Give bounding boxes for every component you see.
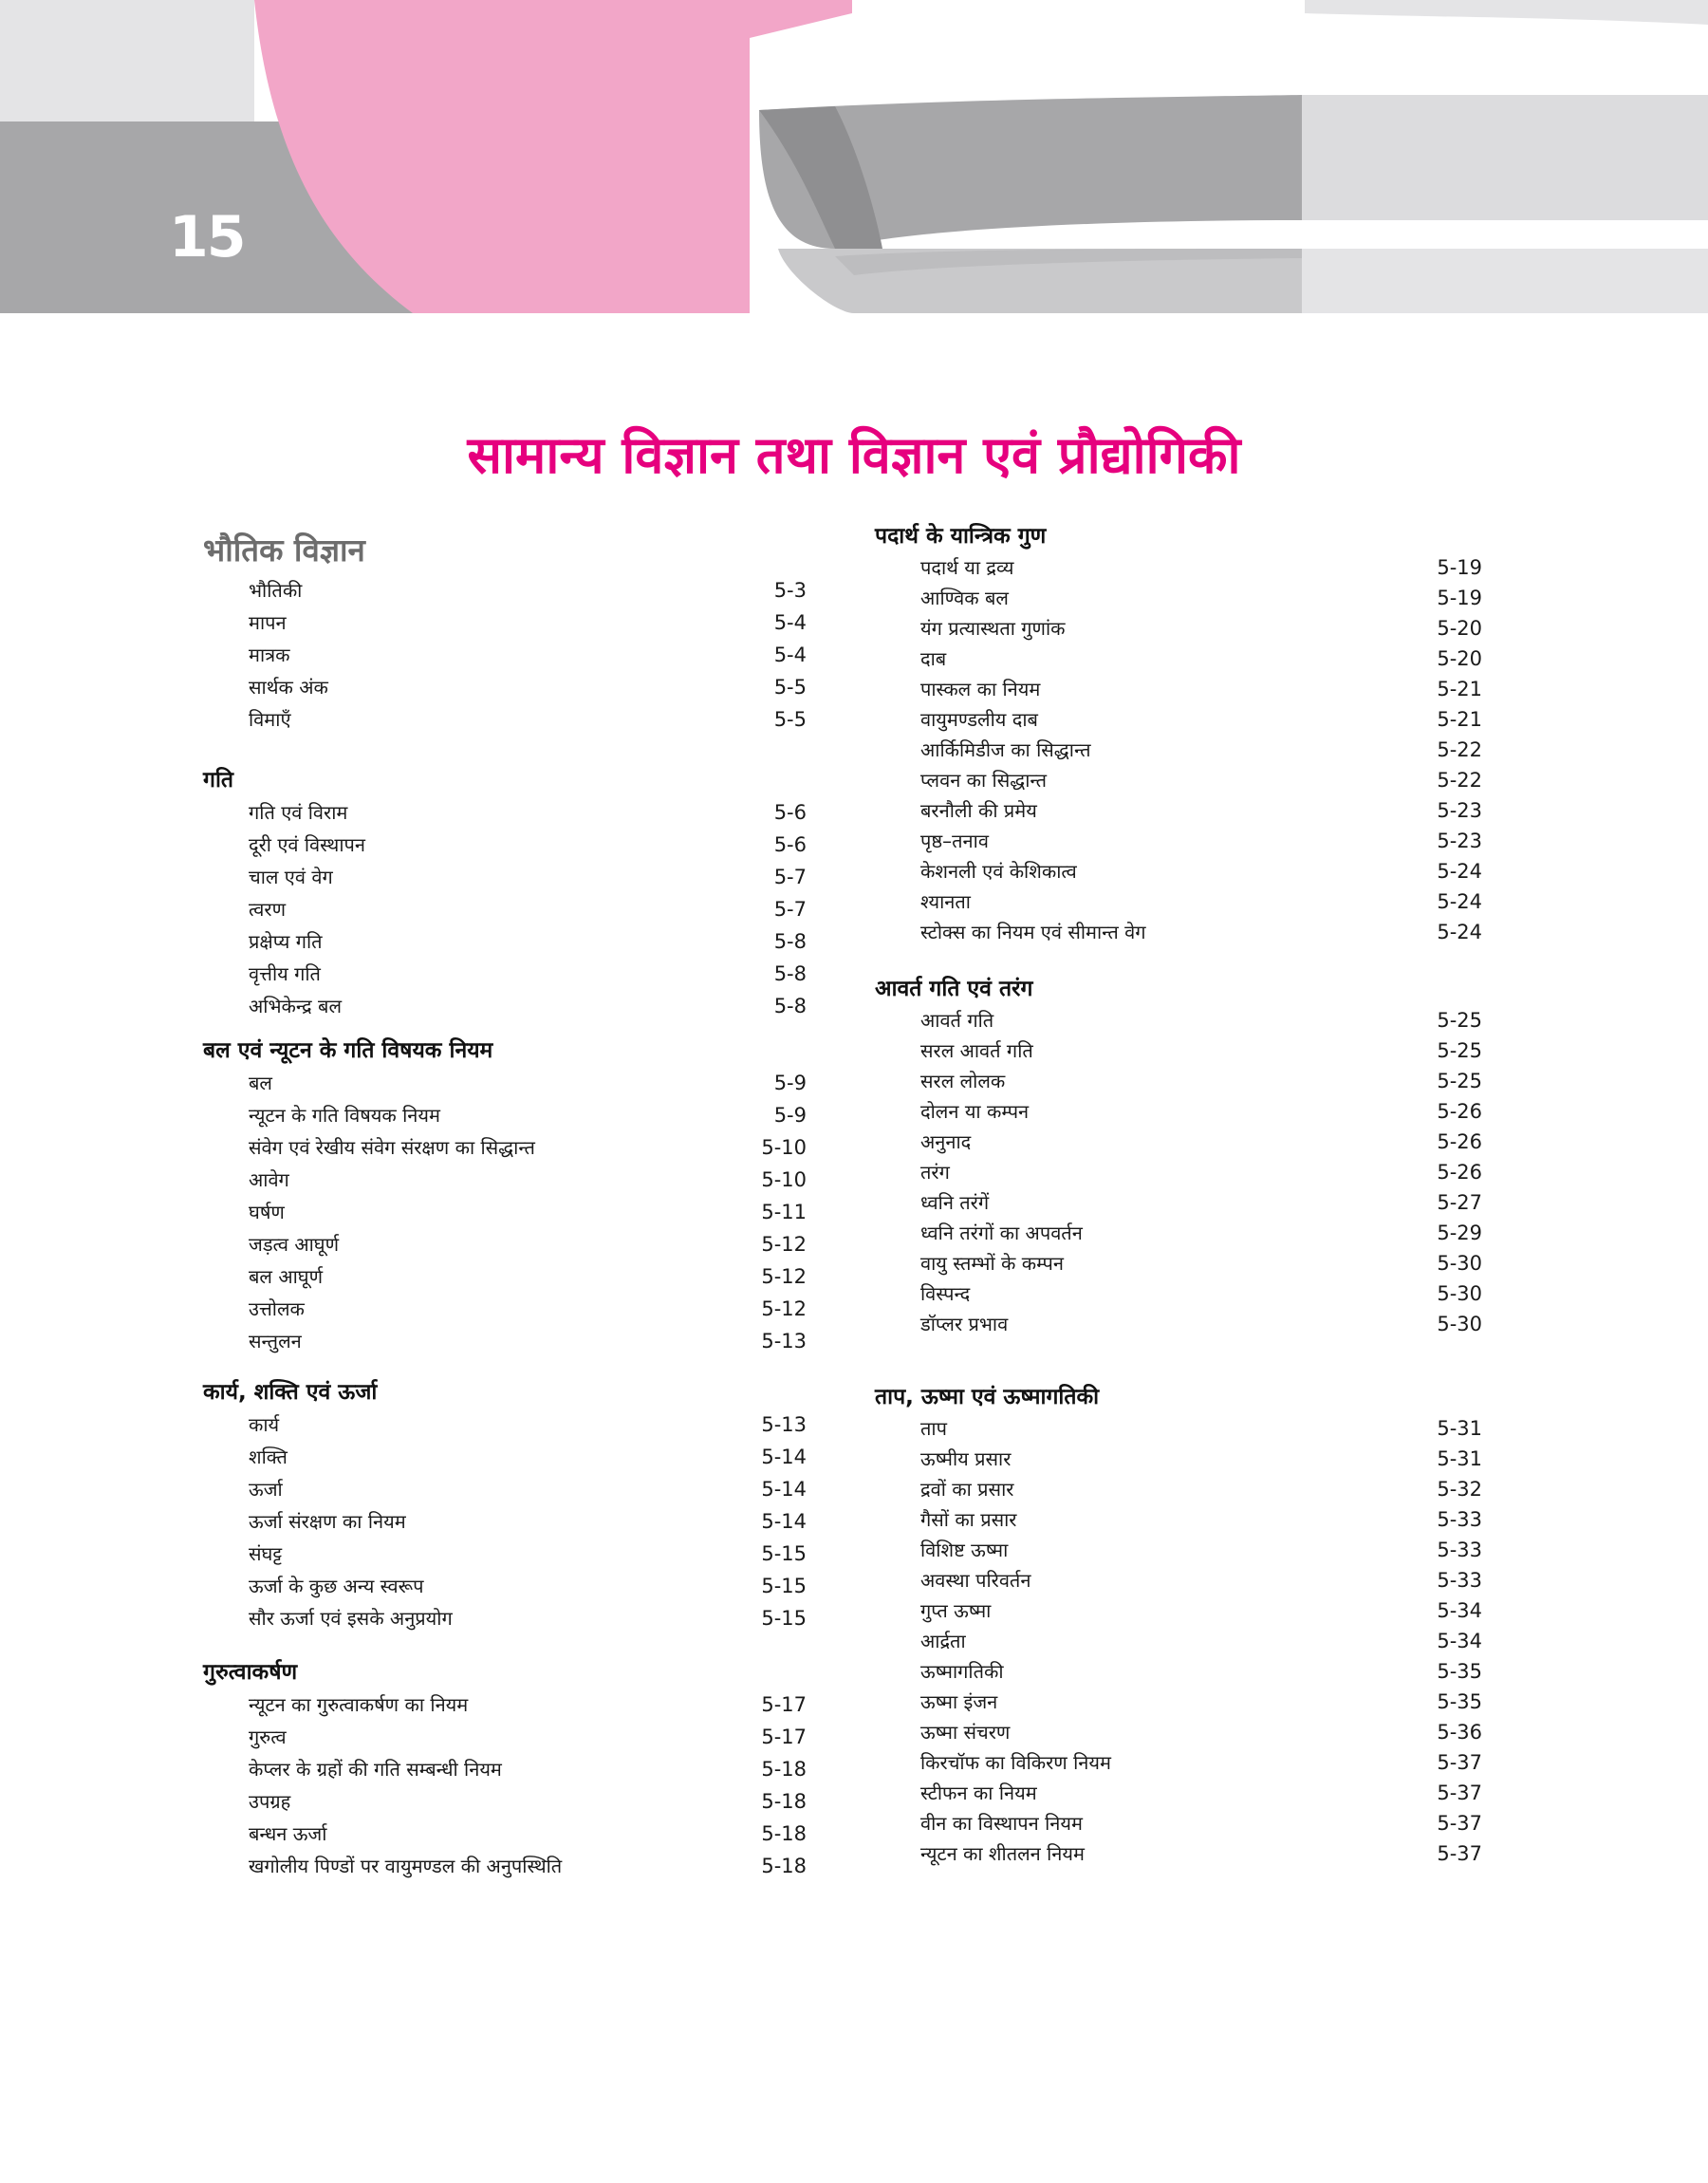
toc-entry-topic: मापन xyxy=(249,611,287,634)
toc-entry-page: 5-30 xyxy=(1437,1282,1482,1305)
toc-entry xyxy=(875,552,1482,583)
toc-entry-topic: ऊर्जा के कुछ अन्य स्वरूप xyxy=(249,1575,424,1597)
toc-entry xyxy=(875,1808,1482,1838)
toc-entry-topic: गुरुत्व xyxy=(249,1726,287,1748)
toc-entry xyxy=(875,1278,1482,1309)
toc-entry-page: 5-29 xyxy=(1437,1222,1482,1244)
toc-entry xyxy=(203,1785,807,1818)
toc-entry xyxy=(203,1602,807,1634)
toc-entry-page: 5-37 xyxy=(1437,1782,1482,1804)
toc-entry-topic: विस्पन्द xyxy=(920,1282,971,1305)
toc-entry-page: 5-10 xyxy=(761,1136,807,1159)
toc-entry xyxy=(203,1067,807,1099)
toc-entry-page: 5-9 xyxy=(773,1072,807,1094)
toc-entry xyxy=(203,861,807,893)
toc-entry xyxy=(203,1570,807,1602)
toc-entry xyxy=(875,1595,1482,1626)
toc-entry xyxy=(875,644,1482,674)
toc-entry-page: 5-37 xyxy=(1437,1751,1482,1774)
toc-entry-topic: अभिकेन्द्र बल xyxy=(249,995,343,1017)
toc-entry-page: 5-14 xyxy=(761,1446,807,1468)
toc-entry-topic: वीन का विस्थापन नियम xyxy=(920,1812,1083,1835)
toc-entry xyxy=(875,674,1482,704)
toc-entry xyxy=(203,1721,807,1753)
toc-entry-page: 5-30 xyxy=(1437,1252,1482,1275)
toc-entry xyxy=(875,583,1482,613)
toc-section xyxy=(875,520,1482,947)
toc-entry xyxy=(875,1474,1482,1504)
toc-entry-topic: बरनौली की प्रमेय xyxy=(920,799,1037,822)
toc-entry-page: 5-19 xyxy=(1437,587,1482,609)
toc-entry-page: 5-34 xyxy=(1437,1630,1482,1652)
toc-entry-page: 5-25 xyxy=(1437,1070,1482,1092)
toc-entry-topic: आवेग xyxy=(249,1168,289,1191)
toc-entry-page: 5-17 xyxy=(761,1693,807,1716)
toc-entry-page: 5-8 xyxy=(773,962,807,985)
toc-entry xyxy=(203,1689,807,1721)
header-decoration xyxy=(0,0,1708,313)
toc-entry-topic: डॉप्लर प्रभाव xyxy=(920,1313,1009,1335)
toc-entry xyxy=(875,1565,1482,1595)
toc-entry-topic: अवस्था परिवर्तन xyxy=(920,1569,1031,1592)
toc-entry xyxy=(203,1818,807,1850)
toc-entry-topic: त्वरण xyxy=(249,898,287,921)
toc-entry-page: 5-18 xyxy=(761,1790,807,1813)
toc-entry-topic: न्यूटन के गति विषयक नियम xyxy=(249,1104,440,1127)
toc-entry-page: 5-19 xyxy=(1437,556,1482,579)
toc-entry xyxy=(875,1656,1482,1687)
toc-entry-page: 5-22 xyxy=(1437,769,1482,792)
toc-entry-topic: ऊर्जा संरक्षण का नियम xyxy=(249,1510,406,1533)
toc-entry-topic: द्रवों का प्रसार xyxy=(920,1478,1014,1501)
toc-entry-topic: दूरी एवं विस्थापन xyxy=(249,833,365,856)
toc-entry-page: 5-4 xyxy=(773,644,807,666)
toc-entry xyxy=(203,829,807,861)
toc-entry xyxy=(875,795,1482,826)
toc-entry xyxy=(875,856,1482,886)
toc-entry xyxy=(203,1164,807,1196)
toc-entry xyxy=(875,704,1482,735)
toc-section xyxy=(203,1656,807,1882)
toc-entry-page: 5-7 xyxy=(773,898,807,921)
toc-entry xyxy=(875,1413,1482,1444)
toc-entry xyxy=(875,1626,1482,1656)
toc-entry xyxy=(203,1409,807,1441)
toc-entry xyxy=(203,1753,807,1785)
toc-section xyxy=(203,1035,807,1357)
toc-entry xyxy=(203,1131,807,1164)
toc-entry-topic: आर्किमिडीज का सिद्धान्त xyxy=(920,738,1091,761)
toc-section xyxy=(875,1381,1482,1869)
toc-section xyxy=(203,1376,807,1634)
toc-entry-topic: वायु स्तम्भों के कम्पन xyxy=(920,1252,1064,1275)
section-heading: भौतिक विज्ञान xyxy=(203,532,365,569)
toc-entry-page: 5-15 xyxy=(761,1542,807,1565)
toc-entry xyxy=(875,1127,1482,1157)
toc-section xyxy=(203,527,807,736)
toc-entry-topic: गैसों का प्रसार xyxy=(920,1508,1017,1531)
toc-entry xyxy=(875,826,1482,856)
section-heading: गति xyxy=(203,768,234,793)
toc-entry-topic: प्लवन का सिद्धान्त xyxy=(920,769,1047,792)
section-heading: ताप, ऊष्मा एवं ऊष्मागतिकी xyxy=(875,1385,1100,1409)
toc-entry xyxy=(875,1535,1482,1565)
toc-entry xyxy=(875,1248,1482,1278)
toc-entry-topic: शक्ति xyxy=(249,1446,288,1468)
toc-entry-topic: ऊष्मा इंजन xyxy=(920,1690,998,1713)
toc-entry-topic: वायुमण्डलीय दाब xyxy=(920,708,1038,731)
toc-entry xyxy=(203,703,807,736)
toc-entry-topic: मात्रक xyxy=(249,644,290,666)
toc-entry xyxy=(203,990,807,1022)
toc-entry xyxy=(875,1218,1482,1248)
toc-entry xyxy=(203,1850,807,1882)
toc-entry xyxy=(203,796,807,829)
toc-entry-topic: श्यानता xyxy=(920,890,971,913)
toc-entry xyxy=(875,1066,1482,1096)
toc-entry-page: 5-25 xyxy=(1437,1039,1482,1062)
toc-entry xyxy=(203,671,807,703)
toc-entry-page: 5-31 xyxy=(1437,1447,1482,1470)
toc-entry-topic: कार्य xyxy=(249,1413,280,1436)
toc-entry-page: 5-24 xyxy=(1437,921,1482,943)
toc-entry-topic: किरचॉफ का विकिरण नियम xyxy=(920,1751,1111,1774)
toc-entry-topic: बन्धन ऊर्जा xyxy=(249,1822,327,1845)
toc-entry xyxy=(203,1293,807,1325)
toc-section xyxy=(203,764,807,1022)
toc-entry-page: 5-18 xyxy=(761,1822,807,1845)
chapter-number: 15 xyxy=(169,204,245,271)
toc-entry-topic: यंग प्रत्यास्थता गुणांक xyxy=(920,617,1066,640)
toc-entry xyxy=(203,1228,807,1260)
toc-entry-topic: बल आघूर्ण xyxy=(249,1265,324,1288)
toc-entry xyxy=(875,765,1482,795)
toc-entry-page: 5-32 xyxy=(1437,1478,1482,1501)
toc-entry-page: 5-37 xyxy=(1437,1812,1482,1835)
toc-entry xyxy=(875,1778,1482,1808)
toc-entry-page: 5-18 xyxy=(761,1758,807,1781)
toc-entry-page: 5-6 xyxy=(773,801,807,824)
section-heading: बल एवं न्यूटन के गति विषयक नियम xyxy=(203,1038,493,1063)
toc-entry xyxy=(203,1325,807,1357)
toc-entry-page: 5-20 xyxy=(1437,617,1482,640)
toc-entry xyxy=(875,917,1482,947)
toc-entry xyxy=(875,1005,1482,1036)
toc-entry xyxy=(875,1687,1482,1717)
toc-entry-page: 5-22 xyxy=(1437,738,1482,761)
toc-entry-page: 5-30 xyxy=(1437,1313,1482,1335)
toc-entry-page: 5-31 xyxy=(1437,1417,1482,1440)
toc-entry-topic: आवर्त गति xyxy=(920,1009,994,1032)
toc-entry-page: 5-14 xyxy=(761,1510,807,1533)
toc-entry-topic: वृत्तीय गति xyxy=(249,962,321,985)
section-heading: आवर्त गति एवं तरंग xyxy=(875,977,1033,1001)
toc-entry xyxy=(203,1538,807,1570)
toc-entry-page: 5-8 xyxy=(773,995,807,1017)
toc-entry-page: 5-9 xyxy=(773,1104,807,1127)
toc-entry-page: 5-24 xyxy=(1437,860,1482,883)
toc-entry-topic: ऊष्मागतिकी xyxy=(920,1660,1004,1683)
toc-entry-page: 5-4 xyxy=(773,611,807,634)
toc-entry-topic: तरंग xyxy=(920,1161,950,1184)
toc-entry-topic: ऊष्मा संचरण xyxy=(920,1721,1011,1744)
toc-entry-topic: विमाएँ xyxy=(249,708,291,731)
toc-entry-page: 5-3 xyxy=(773,579,807,602)
toc-entry-topic: ध्वनि तरंगों का अपवर्तन xyxy=(920,1222,1083,1244)
toc-entry xyxy=(875,1309,1482,1339)
toc-entry-page: 5-13 xyxy=(761,1330,807,1353)
toc-entry-topic: ताप xyxy=(920,1417,947,1440)
toc-entry-page: 5-6 xyxy=(773,833,807,856)
toc-entry xyxy=(875,1504,1482,1535)
toc-entry-topic: अनुनाद xyxy=(920,1130,972,1153)
toc-entry-page: 5-23 xyxy=(1437,830,1482,852)
toc-entry-page: 5-18 xyxy=(761,1855,807,1877)
toc-entry-page: 5-11 xyxy=(761,1201,807,1223)
toc-entry xyxy=(875,1096,1482,1127)
toc-entry-topic: संघट्ट xyxy=(249,1542,283,1565)
toc-entry-page: 5-36 xyxy=(1437,1721,1482,1744)
toc-entry-topic: न्यूटन का शीतलन नियम xyxy=(920,1842,1085,1865)
page-title: सामान्य विज्ञान तथा विज्ञान एवं प्रौद्योगिकी xyxy=(467,425,1241,485)
toc-entry xyxy=(203,925,807,958)
toc-entry-topic: गति एवं विराम xyxy=(249,801,348,824)
toc-entry-topic: पास्कल का नियम xyxy=(920,678,1041,700)
toc-entry xyxy=(875,886,1482,917)
toc-section xyxy=(875,973,1482,1339)
toc-entry-topic: ध्वनि तरंगें xyxy=(920,1191,990,1214)
toc-entry-page: 5-14 xyxy=(761,1478,807,1501)
toc-entry-page: 5-10 xyxy=(761,1168,807,1191)
toc-entry-page: 5-23 xyxy=(1437,799,1482,822)
toc-entry-page: 5-17 xyxy=(761,1726,807,1748)
toc-entry-page: 5-26 xyxy=(1437,1100,1482,1123)
toc-entry-topic: ऊष्मीय प्रसार xyxy=(920,1447,1012,1470)
toc-entry-topic: दोलन या कम्पन xyxy=(920,1100,1030,1123)
toc-entry xyxy=(203,1260,807,1293)
toc-entry xyxy=(203,958,807,990)
chapter-header-banner xyxy=(0,0,1708,313)
toc-entry xyxy=(203,893,807,925)
toc-entry-page: 5-8 xyxy=(773,930,807,953)
toc-entry-topic: संवेग एवं रेखीय संवेग संरक्षण का सिद्धान्त xyxy=(249,1136,535,1159)
toc-entry-topic: सौर ऊर्जा एवं इसके अनुप्रयोग xyxy=(249,1607,453,1630)
toc-entry-page: 5-33 xyxy=(1437,1569,1482,1592)
toc-entry-page: 5-15 xyxy=(761,1607,807,1630)
toc-entry-page: 5-21 xyxy=(1437,678,1482,700)
toc-entry-topic: पृष्ठ–तनाव xyxy=(920,830,989,852)
toc-entry-page: 5-26 xyxy=(1437,1130,1482,1153)
toc-entry-page: 5-25 xyxy=(1437,1009,1482,1032)
toc-entry-topic: सन्तुलन xyxy=(249,1330,302,1353)
toc-entry-topic: केशनली एवं केशिकात्व xyxy=(920,860,1077,883)
toc-entry-topic: गुप्त ऊष्मा xyxy=(920,1599,992,1622)
section-heading: गुरुत्वाकर्षण xyxy=(203,1660,298,1685)
toc-entry xyxy=(875,735,1482,765)
toc-entry-topic: घर्षण xyxy=(249,1201,285,1223)
toc-entry-page: 5-35 xyxy=(1437,1690,1482,1713)
toc-entry xyxy=(203,1473,807,1505)
toc-entry-topic: केप्लर के ग्रहों की गति सम्बन्धी नियम xyxy=(249,1758,502,1781)
toc-entry-page: 5-21 xyxy=(1437,708,1482,731)
toc-entry xyxy=(875,1747,1482,1778)
toc-entry-topic: विशिष्ट ऊष्मा xyxy=(920,1539,1009,1561)
toc-entry-page: 5-37 xyxy=(1437,1842,1482,1865)
toc-entry-topic: दाब xyxy=(920,647,947,670)
toc-entry-page: 5-15 xyxy=(761,1575,807,1597)
toc-entry xyxy=(875,1157,1482,1187)
toc-entry-page: 5-12 xyxy=(761,1297,807,1320)
toc-entry xyxy=(203,1505,807,1538)
toc-entry xyxy=(203,1099,807,1131)
toc-entry-topic: खगोलीय पिण्डों पर वायुमण्डल की अनुपस्थिति xyxy=(249,1855,563,1877)
toc-entry-topic: बल xyxy=(249,1072,272,1094)
toc-entry-topic: स्टोक्स का नियम एवं सीमान्त वेग xyxy=(920,921,1146,943)
toc-entry xyxy=(875,613,1482,644)
toc-entry-topic: सार्थक अंक xyxy=(249,676,328,699)
toc-entry-page: 5-35 xyxy=(1437,1660,1482,1683)
toc-entry-topic: पदार्थ या द्रव्य xyxy=(920,556,1014,579)
toc-entry-page: 5-12 xyxy=(761,1265,807,1288)
toc-entry-page: 5-20 xyxy=(1437,647,1482,670)
toc-entry-topic: प्रक्षेप्य गति xyxy=(249,930,323,953)
toc-entry xyxy=(875,1187,1482,1218)
toc-entry-topic: सरल आवर्त गति xyxy=(920,1039,1033,1062)
toc-entry-topic: भौतिकी xyxy=(249,579,303,602)
toc-entry-topic: उपग्रह xyxy=(249,1790,291,1813)
toc-entry-page: 5-27 xyxy=(1437,1191,1482,1214)
toc-entry-topic: चाल एवं वेग xyxy=(249,866,333,888)
toc-entry-page: 5-13 xyxy=(761,1413,807,1436)
section-heading: पदार्थ के यान्त्रिक गुण xyxy=(875,524,1047,549)
toc-entry xyxy=(203,1441,807,1473)
toc-entry-page: 5-5 xyxy=(773,708,807,731)
toc-entry xyxy=(875,1036,1482,1066)
toc-entry-topic: ऊर्जा xyxy=(249,1478,283,1501)
toc-entry xyxy=(875,1717,1482,1747)
section-heading: कार्य, शक्ति एवं ऊर्जा xyxy=(203,1380,378,1405)
toc-entry xyxy=(875,1838,1482,1869)
toc-entry-topic: सरल लोलक xyxy=(920,1070,1006,1092)
toc-entry-page: 5-5 xyxy=(773,676,807,699)
toc-entry-topic: आर्द्रता xyxy=(920,1630,966,1652)
toc-entry xyxy=(203,574,807,606)
toc-entry-page: 5-24 xyxy=(1437,890,1482,913)
toc-entry-page: 5-12 xyxy=(761,1233,807,1256)
toc-entry-page: 5-34 xyxy=(1437,1599,1482,1622)
toc-entry xyxy=(875,1444,1482,1474)
toc-entry-page: 5-26 xyxy=(1437,1161,1482,1184)
toc-entry xyxy=(203,639,807,671)
toc-entry-page: 5-7 xyxy=(773,866,807,888)
toc-entry-topic: न्यूटन का गुरुत्वाकर्षण का नियम xyxy=(249,1693,469,1716)
toc-entry-page: 5-33 xyxy=(1437,1508,1482,1531)
toc-entry-topic: आण्विक बल xyxy=(920,587,1009,609)
toc-entry xyxy=(203,606,807,639)
toc-entry-topic: जड़त्व आघूर्ण xyxy=(249,1233,340,1256)
toc-entry-page: 5-33 xyxy=(1437,1539,1482,1561)
toc-entry-topic: स्टीफन का नियम xyxy=(920,1782,1037,1804)
toc-entry xyxy=(203,1196,807,1228)
toc-entry-topic: उत्तोलक xyxy=(249,1297,305,1320)
